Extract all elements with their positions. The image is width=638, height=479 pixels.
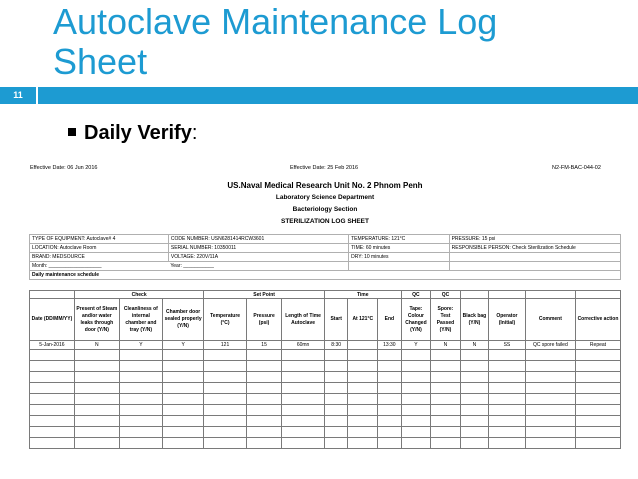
empty-log-cell[interactable] <box>401 383 431 394</box>
empty-log-cell[interactable] <box>460 350 488 361</box>
empty-log-cell[interactable] <box>30 416 75 427</box>
empty-log-cell[interactable] <box>74 438 119 449</box>
empty-log-cell[interactable] <box>162 350 203 361</box>
empty-log-cell[interactable] <box>489 383 526 394</box>
empty-log-cell[interactable] <box>246 405 281 416</box>
sheet-title: STERILIZATION LOG SHEET <box>281 218 369 225</box>
log-sheet-document <box>28 160 622 456</box>
empty-log-cell[interactable] <box>401 394 431 405</box>
equipment-info-cell: BRAND: MEDSOURCE <box>30 253 169 262</box>
log-cell[interactable]: SS <box>489 341 526 350</box>
empty-log-cell[interactable] <box>30 438 75 449</box>
empty-log-cell[interactable] <box>525 405 575 416</box>
empty-log-cell[interactable] <box>575 416 620 427</box>
empty-log-cell[interactable] <box>246 416 281 427</box>
column-header: Tape: Colour Changed (Y/N) <box>401 299 431 341</box>
empty-log-cell[interactable] <box>431 405 461 416</box>
group-header-time: Time <box>324 291 401 299</box>
empty-log-cell[interactable] <box>119 438 162 449</box>
equipment-info-cell: CODE NUMBER: USN6281414RCW3601 <box>168 235 348 244</box>
log-cell[interactable]: N <box>431 341 461 350</box>
equipment-info-table <box>29 234 621 280</box>
empty-log-cell[interactable] <box>431 438 461 449</box>
empty-log-cell[interactable] <box>324 438 348 449</box>
empty-log-row <box>30 350 621 361</box>
effective-date-left: Effective Date: 06 Jun 2016 <box>30 165 98 171</box>
empty-log-cell[interactable] <box>324 383 348 394</box>
empty-log-cell[interactable] <box>282 405 325 416</box>
empty-log-cell[interactable] <box>30 427 75 438</box>
column-header: Present of Steam and/or water leaks through door (Y/N) <box>74 299 119 341</box>
empty-log-cell[interactable] <box>401 427 431 438</box>
column-header: Start <box>324 299 348 341</box>
log-cell[interactable]: 8:30 <box>324 341 348 350</box>
empty-log-cell[interactable] <box>431 383 461 394</box>
equipment-info-cell: RESPONSIBLE PERSON: Check Sterilization Schedule <box>449 244 620 253</box>
column-header: Black bag (Y/N) <box>460 299 488 341</box>
empty-log-cell[interactable] <box>431 350 461 361</box>
empty-log-cell[interactable] <box>74 372 119 383</box>
org-name: US.Naval Medical Research Unit No. 2 Phnom Penh <box>227 181 423 190</box>
empty-log-cell[interactable] <box>119 361 162 372</box>
empty-log-cell[interactable] <box>378 416 402 427</box>
empty-log-cell[interactable] <box>378 405 402 416</box>
empty-log-row <box>30 372 621 383</box>
empty-log-cell[interactable] <box>204 427 247 438</box>
column-header: Temperature (°C) <box>204 299 247 341</box>
empty-log-cell[interactable] <box>525 394 575 405</box>
column-header: End <box>378 299 402 341</box>
empty-log-cell[interactable] <box>460 438 488 449</box>
empty-log-cell[interactable] <box>119 350 162 361</box>
empty-log-row <box>30 383 621 394</box>
empty-log-cell[interactable] <box>401 350 431 361</box>
empty-log-cell[interactable] <box>30 383 75 394</box>
effective-date-center: Effective Date: 25 Feb 2016 <box>290 165 359 171</box>
column-header: Chamber door sealed properly (Y/N) <box>162 299 203 341</box>
empty-log-cell[interactable] <box>246 383 281 394</box>
empty-log-cell[interactable] <box>575 405 620 416</box>
empty-log-cell[interactable] <box>348 361 378 372</box>
empty-log-cell[interactable] <box>575 383 620 394</box>
column-header: Pressure (psi) <box>246 299 281 341</box>
equipment-info-cell: TIME: 60 minutes <box>349 244 449 253</box>
empty-log-cell[interactable] <box>282 394 325 405</box>
empty-log-cell[interactable] <box>431 372 461 383</box>
empty-log-cell[interactable] <box>460 427 488 438</box>
empty-log-cell[interactable] <box>30 350 75 361</box>
group-header-qc-spore: QC <box>431 291 461 299</box>
empty-log-cell[interactable] <box>246 427 281 438</box>
empty-log-cell[interactable] <box>74 361 119 372</box>
empty-log-cell[interactable] <box>74 427 119 438</box>
empty-log-cell[interactable] <box>162 372 203 383</box>
empty-log-cell[interactable] <box>246 350 281 361</box>
empty-log-cell[interactable] <box>460 405 488 416</box>
empty-log-row <box>30 361 621 372</box>
empty-log-cell[interactable] <box>204 405 247 416</box>
log-cell[interactable]: Y <box>162 341 203 350</box>
empty-log-cell[interactable] <box>30 372 75 383</box>
empty-log-cell[interactable] <box>282 361 325 372</box>
empty-log-cell[interactable] <box>162 416 203 427</box>
log-cell[interactable]: 13:30 <box>378 341 402 350</box>
empty-log-cell[interactable] <box>74 405 119 416</box>
group-header-check: Check <box>74 291 203 299</box>
empty-log-cell[interactable] <box>489 405 526 416</box>
empty-log-cell[interactable] <box>324 372 348 383</box>
empty-log-cell[interactable] <box>575 438 620 449</box>
empty-log-cell[interactable] <box>525 383 575 394</box>
empty-log-cell[interactable] <box>324 405 348 416</box>
empty-log-cell[interactable] <box>431 361 461 372</box>
empty-log-cell[interactable] <box>378 394 402 405</box>
log-cell[interactable]: 121 <box>204 341 247 350</box>
empty-log-cell[interactable] <box>30 405 75 416</box>
empty-log-cell[interactable] <box>460 372 488 383</box>
empty-log-row <box>30 416 621 427</box>
bullet-square-icon <box>68 128 76 136</box>
log-row <box>30 341 621 350</box>
year-field: Year: ___________ <box>168 262 348 271</box>
empty-log-cell[interactable] <box>489 350 526 361</box>
log-cell[interactable]: N <box>74 341 119 350</box>
empty-log-cell[interactable] <box>489 394 526 405</box>
column-header: Operator (Initial) <box>489 299 526 341</box>
empty-log-cell[interactable] <box>525 438 575 449</box>
month-field: Month: ___________________ <box>30 262 169 271</box>
empty-log-cell[interactable] <box>489 361 526 372</box>
equipment-info-cell: TEMPERATURE: 121°C <box>349 235 449 244</box>
column-header: Corrective action <box>575 299 620 341</box>
empty-log-cell[interactable] <box>119 416 162 427</box>
empty-log-cell[interactable] <box>162 405 203 416</box>
log-cell[interactable]: 5-Jan-2016 <box>30 341 75 350</box>
empty-log-cell[interactable] <box>575 350 620 361</box>
empty-log-cell[interactable] <box>162 361 203 372</box>
empty-log-cell[interactable] <box>324 350 348 361</box>
empty-log-cell[interactable] <box>401 416 431 427</box>
empty-log-cell[interactable] <box>401 361 431 372</box>
empty-log-row <box>30 405 621 416</box>
empty-log-cell[interactable] <box>460 361 488 372</box>
empty-log-cell[interactable] <box>246 361 281 372</box>
empty-log-cell[interactable] <box>378 350 402 361</box>
empty-log-cell[interactable] <box>204 383 247 394</box>
empty-log-cell[interactable] <box>489 416 526 427</box>
department-name: Laboratory Science Department <box>275 194 375 201</box>
empty-log-cell[interactable] <box>282 350 325 361</box>
empty-log-cell[interactable] <box>460 394 488 405</box>
empty-log-cell[interactable] <box>204 438 247 449</box>
empty-log-cell[interactable] <box>378 383 402 394</box>
empty-log-cell[interactable] <box>246 438 281 449</box>
empty-log-cell[interactable] <box>575 372 620 383</box>
empty-log-cell[interactable] <box>282 372 325 383</box>
bullet-label: Daily Verify <box>84 122 192 144</box>
empty-log-cell[interactable] <box>204 372 247 383</box>
empty-log-cell[interactable] <box>204 350 247 361</box>
empty-log-cell[interactable] <box>162 438 203 449</box>
equipment-info-row <box>30 253 621 262</box>
empty-log-cell[interactable] <box>348 427 378 438</box>
bullet-text <box>84 122 197 145</box>
title-bar <box>38 87 638 104</box>
empty-log-cell[interactable] <box>378 427 402 438</box>
empty-log-cell[interactable] <box>348 350 378 361</box>
slide-title: Autoclave Maintenance Log Sheet <box>53 1 498 82</box>
column-header: Comment <box>525 299 575 341</box>
group-header-qc-tape: QC <box>401 291 431 299</box>
empty-log-cell[interactable] <box>119 427 162 438</box>
empty-log-cell[interactable] <box>204 361 247 372</box>
empty-log-cell[interactable] <box>74 394 119 405</box>
empty-log-cell[interactable] <box>401 438 431 449</box>
empty-log-cell[interactable] <box>431 394 461 405</box>
log-cell[interactable]: Y <box>401 341 431 350</box>
empty-log-cell[interactable] <box>282 427 325 438</box>
empty-log-cell[interactable] <box>162 383 203 394</box>
column-header: Spore: Test Passed (Y/N) <box>431 299 461 341</box>
equipment-info-cell: SERIAL NUMBER: 10350011 <box>168 244 348 253</box>
empty-log-cell[interactable] <box>489 427 526 438</box>
empty-log-cell[interactable] <box>282 438 325 449</box>
empty-log-cell[interactable] <box>575 427 620 438</box>
empty-log-cell[interactable] <box>575 394 620 405</box>
equipment-info-cell: PRESSURE: 15 psi <box>449 235 620 244</box>
log-cell[interactable]: N <box>460 341 488 350</box>
empty-log-cell[interactable] <box>378 372 402 383</box>
empty-log-cell[interactable] <box>282 416 325 427</box>
group-header-set-point: Set Point <box>204 291 325 299</box>
empty-log-cell[interactable] <box>348 383 378 394</box>
log-cell[interactable]: 60mn <box>282 341 325 350</box>
empty-log-cell[interactable] <box>525 372 575 383</box>
empty-log-cell[interactable] <box>348 394 378 405</box>
empty-log-cell[interactable] <box>246 372 281 383</box>
empty-log-cell[interactable] <box>324 416 348 427</box>
empty-log-cell[interactable] <box>119 383 162 394</box>
empty-log-cell[interactable] <box>348 405 378 416</box>
empty-log-cell[interactable] <box>74 383 119 394</box>
empty-log-cell[interactable] <box>401 405 431 416</box>
empty-log-cell[interactable] <box>204 394 247 405</box>
empty-log-cell[interactable] <box>119 405 162 416</box>
empty-log-cell[interactable] <box>378 361 402 372</box>
document-code: N2-FM-BAC-044-02 <box>552 165 601 171</box>
equipment-info-row <box>30 235 621 244</box>
empty-log-cell[interactable] <box>30 394 75 405</box>
log-cell[interactable]: QC spore failed <box>525 341 575 350</box>
empty-log-cell[interactable] <box>525 427 575 438</box>
empty-log-cell[interactable] <box>348 372 378 383</box>
empty-log-cell[interactable] <box>74 416 119 427</box>
empty-log-cell[interactable] <box>431 427 461 438</box>
empty-log-cell[interactable] <box>119 372 162 383</box>
empty-log-cell[interactable] <box>348 438 378 449</box>
empty-log-cell[interactable] <box>460 383 488 394</box>
empty-log-cell[interactable] <box>282 383 325 394</box>
empty-log-row <box>30 394 621 405</box>
log-cell[interactable]: Repeat <box>575 341 620 350</box>
empty-log-cell[interactable] <box>431 416 461 427</box>
empty-log-cell[interactable] <box>489 372 526 383</box>
equipment-info-cell: LOCATION: Autoclave Room <box>30 244 169 253</box>
empty-log-cell[interactable] <box>30 361 75 372</box>
log-cell[interactable]: 15 <box>246 341 281 350</box>
bullet-suffix: : <box>191 122 198 144</box>
log-cell[interactable]: Y <box>119 341 162 350</box>
empty-log-cell[interactable] <box>489 438 526 449</box>
empty-log-cell[interactable] <box>162 394 203 405</box>
empty-log-cell[interactable] <box>575 361 620 372</box>
empty-log-cell[interactable] <box>246 394 281 405</box>
section-name: Bacteriology Section <box>292 206 358 213</box>
empty-log-cell[interactable] <box>525 361 575 372</box>
empty-log-cell[interactable] <box>162 427 203 438</box>
empty-log-cell[interactable] <box>324 394 348 405</box>
empty-log-cell[interactable] <box>324 361 348 372</box>
empty-log-cell[interactable] <box>525 416 575 427</box>
log-cell[interactable] <box>348 341 378 350</box>
empty-log-cell[interactable] <box>119 394 162 405</box>
column-header: Length of Time Autoclave <box>282 299 325 341</box>
column-header: Date (DD/MM/YY) <box>30 299 75 341</box>
empty-log-cell[interactable] <box>401 372 431 383</box>
column-header: At 121°C <box>348 299 378 341</box>
schedule-label: Daily maintenance schedule <box>30 271 621 280</box>
empty-log-cell[interactable] <box>74 350 119 361</box>
equipment-info-row <box>30 244 621 253</box>
empty-log-cell[interactable] <box>525 350 575 361</box>
equipment-info-cell: VOLTAGE: 220V/11A <box>168 253 348 262</box>
slide-number: 11 <box>0 87 36 104</box>
equipment-info-cell: TYPE OF EQUIPMENT: Autoclave# 4 <box>30 235 169 244</box>
empty-log-row <box>30 427 621 438</box>
column-header: Cleanliness of internal chamber and tray (Y/N) <box>119 299 162 341</box>
empty-log-cell[interactable] <box>324 427 348 438</box>
equipment-info-cell: DRY: 10 minutes <box>349 253 449 262</box>
empty-log-cell[interactable] <box>204 416 247 427</box>
empty-log-cell[interactable] <box>378 438 402 449</box>
empty-log-cell[interactable] <box>460 416 488 427</box>
empty-log-row <box>30 438 621 449</box>
equipment-info-cell <box>449 253 620 262</box>
sterilization-log-table <box>29 290 621 449</box>
empty-log-cell[interactable] <box>348 416 378 427</box>
